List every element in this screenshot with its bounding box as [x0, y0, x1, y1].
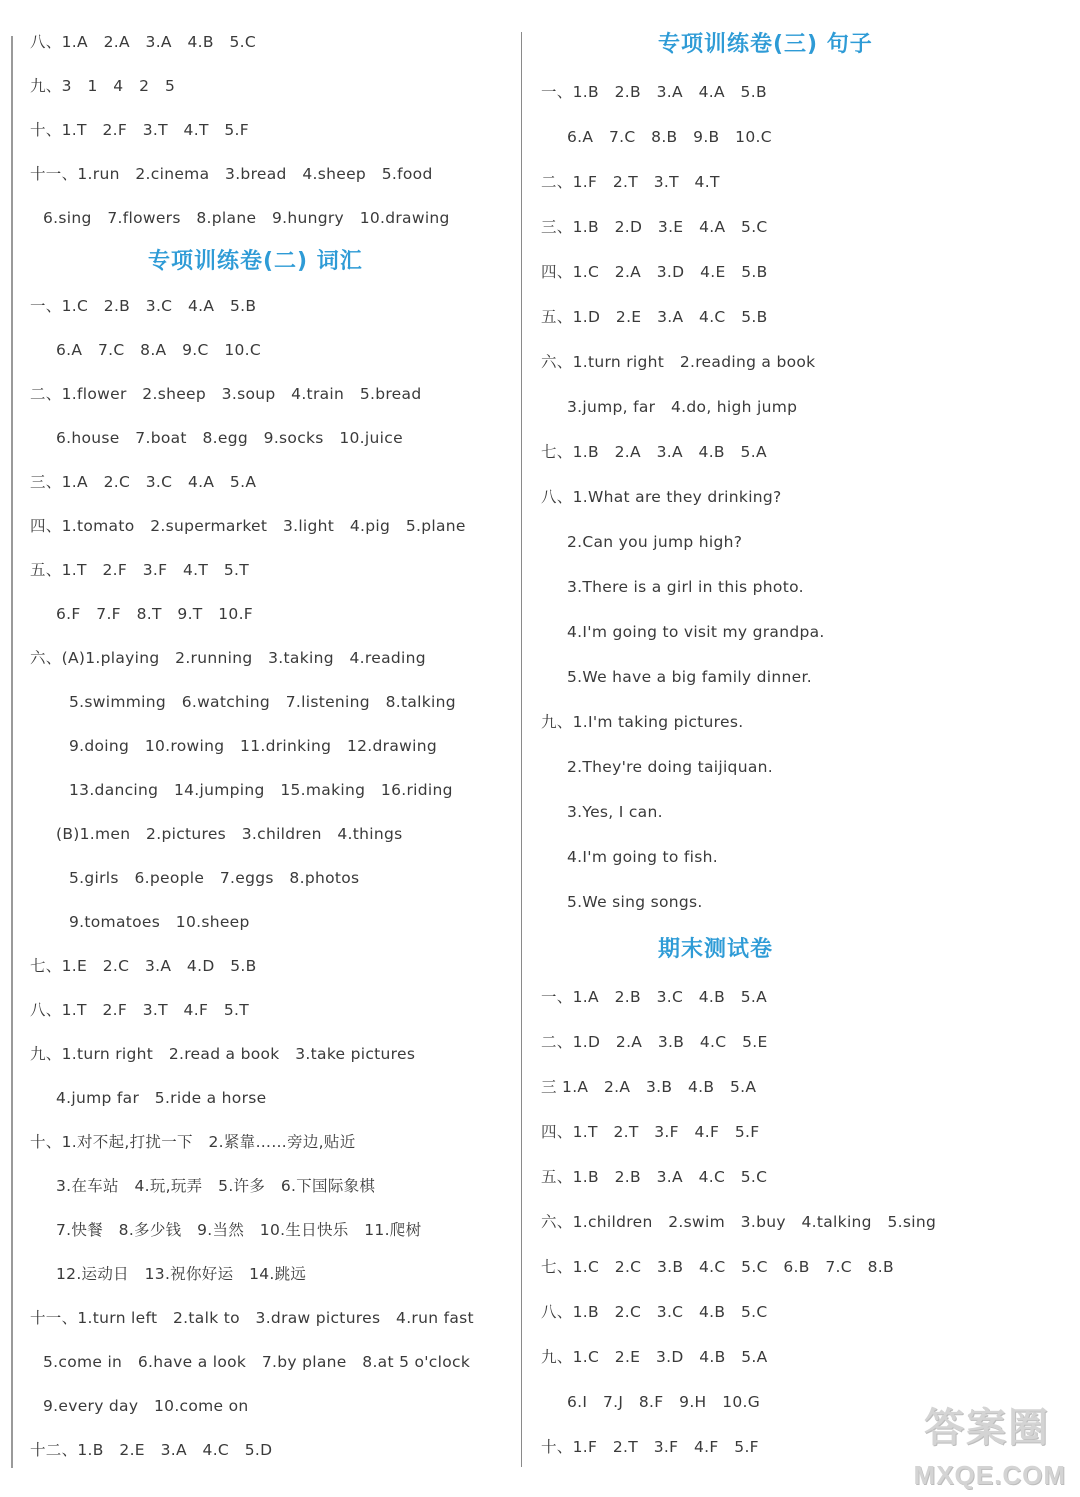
answer-line: 9.tomatoes 10.sheep	[69, 913, 250, 931]
watermark-logo	[895, 1396, 1070, 1491]
answer-line: 六、1.children 2.swim 3.buy 4.talking 5.sing	[541, 1213, 937, 1231]
right-column	[541, 20, 1061, 1470]
answer-line: 4.I'm going to visit my grandpa.	[567, 623, 825, 641]
answer-line: 九、1.I'm taking pictures.	[541, 713, 744, 731]
section-title: 专项训练卷(三) 句子	[658, 32, 873, 57]
answer-line: 十、1.T 2.F 3.T 4.T 5.F	[30, 121, 250, 139]
answer-line: (B)1.men 2.pictures 3.children 4.things	[56, 825, 403, 843]
answer-line: 5.We sing songs.	[567, 893, 703, 911]
answer-line: 八、1.T 2.F 3.T 4.F 5.T	[30, 1001, 250, 1019]
answer-line: 九、3 1 4 2 5	[30, 77, 176, 95]
answer-line: 八、1.What are they drinking?	[541, 488, 782, 506]
watermark-url: MXQE.COM	[913, 1460, 1066, 1490]
answer-line: 十、1.对不起,打扰一下 2.紧靠……旁边,贴近	[30, 1133, 356, 1151]
answer-line: 5.come in 6.have a look 7.by plane 8.at 5 o'clock	[43, 1353, 471, 1371]
answer-line: 2.Can you jump high?	[567, 533, 743, 551]
answer-line: 4.jump far 5.ride a horse	[56, 1089, 267, 1107]
answer-line: 6.A 7.C 8.A 9.C 10.C	[56, 341, 262, 359]
left-column	[30, 20, 510, 1472]
answer-line: 3.Yes, I can.	[567, 803, 663, 821]
answer-line: 四、1.C 2.A 3.D 4.E 5.B	[541, 263, 768, 281]
answer-line: 9.every day 10.come on	[43, 1397, 249, 1415]
answer-line: 3.There is a girl in this photo.	[567, 578, 804, 596]
answer-line: 四、1.T 2.T 3.F 4.F 5.F	[541, 1123, 760, 1141]
answer-line: 十二、1.B 2.E 3.A 4.C 5.D	[30, 1441, 273, 1459]
column-divider	[521, 32, 522, 1467]
answer-line: 八、1.A 2.A 3.A 4.B 5.C	[30, 33, 257, 51]
answer-line: 6.I 7.J 8.F 9.H 10.G	[567, 1393, 761, 1411]
section-title: 期末测试卷	[658, 937, 774, 962]
left-edge-rule	[11, 36, 13, 1468]
answer-line: 5.We have a big family dinner.	[567, 668, 812, 686]
answer-line: 9.doing 10.rowing 11.drinking 12.drawing	[69, 737, 437, 755]
answer-line: 二、1.flower 2.sheep 3.soup 4.train 5.bread	[30, 385, 422, 403]
answer-line: 一、1.B 2.B 3.A 4.A 5.B	[541, 83, 767, 101]
answer-line: 一、1.C 2.B 3.C 4.A 5.B	[30, 297, 257, 315]
answer-line: 九、1.C 2.E 3.D 4.B 5.A	[541, 1348, 768, 1366]
answer-line: 一、1.A 2.B 3.C 4.B 5.A	[541, 988, 768, 1006]
section-title: 专项训练卷(二) 词汇	[148, 249, 363, 274]
answer-line: 六、(A)1.playing 2.running 3.taking 4.reading	[30, 649, 426, 667]
answer-line: 七、1.E 2.C 3.A 4.D 5.B	[30, 957, 257, 975]
answer-line: 3.在车站 4.玩,玩弄 5.许多 6.下国际象棋	[56, 1177, 376, 1195]
answer-line: 二、1.F 2.T 3.T 4.T	[541, 173, 720, 191]
answer-line: 四、1.tomato 2.supermarket 3.light 4.pig 5.plane	[30, 517, 466, 535]
answer-line: 三、1.B 2.D 3.E 4.A 5.C	[541, 218, 768, 236]
watermark-text: 答案圈	[924, 1405, 1050, 1451]
answer-line: 2.They're doing taijiquan.	[567, 758, 773, 776]
answer-line: 12.运动日 13.祝你好运 14.跳远	[56, 1265, 307, 1283]
answer-line: 八、1.B 2.C 3.C 4.B 5.C	[541, 1303, 768, 1321]
answer-line: 七、1.B 2.A 3.A 4.B 5.A	[541, 443, 767, 461]
answer-line: 九、1.turn right 2.read a book 3.take pictures	[30, 1045, 416, 1063]
answer-line: 五、1.D 2.E 3.A 4.C 5.B	[541, 308, 768, 326]
answer-line: 六、1.turn right 2.reading a book	[541, 353, 816, 371]
answer-line: 7.快餐 8.多少钱 9.当然 10.生日快乐 11.爬树	[56, 1221, 422, 1239]
answer-line: 5.swimming 6.watching 7.listening 8.talking	[69, 693, 456, 711]
answer-line: 13.dancing 14.jumping 15.making 16.riding	[69, 781, 453, 799]
answer-line: 十一、1.turn left 2.talk to 3.draw pictures 4.run fast	[30, 1309, 474, 1327]
answer-line: 三 1.A 2.A 3.B 4.B 5.A	[541, 1078, 757, 1096]
answer-line: 3.jump, far 4.do, high jump	[567, 398, 798, 416]
answer-line: 七、1.C 2.C 3.B 4.C 5.C 6.B 7.C 8.B	[541, 1258, 894, 1276]
answer-line: 五、1.T 2.F 3.F 4.T 5.T	[30, 561, 250, 579]
answer-line: 4.I'm going to fish.	[567, 848, 718, 866]
answer-line: 十一、1.run 2.cinema 3.bread 4.sheep 5.food	[30, 165, 433, 183]
answer-line: 五、1.B 2.B 3.A 4.C 5.C	[541, 1168, 768, 1186]
answer-line: 6.F 7.F 8.T 9.T 10.F	[56, 605, 254, 623]
answer-line: 6.sing 7.flowers 8.plane 9.hungry 10.drawing	[43, 209, 450, 227]
answer-line: 6.house 7.boat 8.egg 9.socks 10.juice	[56, 429, 403, 447]
answer-line: 十、1.F 2.T 3.F 4.F 5.F	[541, 1438, 759, 1456]
answer-line: 5.girls 6.people 7.eggs 8.photos	[69, 869, 360, 887]
answer-line: 6.A 7.C 8.B 9.B 10.C	[567, 128, 772, 146]
answer-line: 二、1.D 2.A 3.B 4.C 5.E	[541, 1033, 768, 1051]
answer-line: 三、1.A 2.C 3.C 4.A 5.A	[30, 473, 257, 491]
